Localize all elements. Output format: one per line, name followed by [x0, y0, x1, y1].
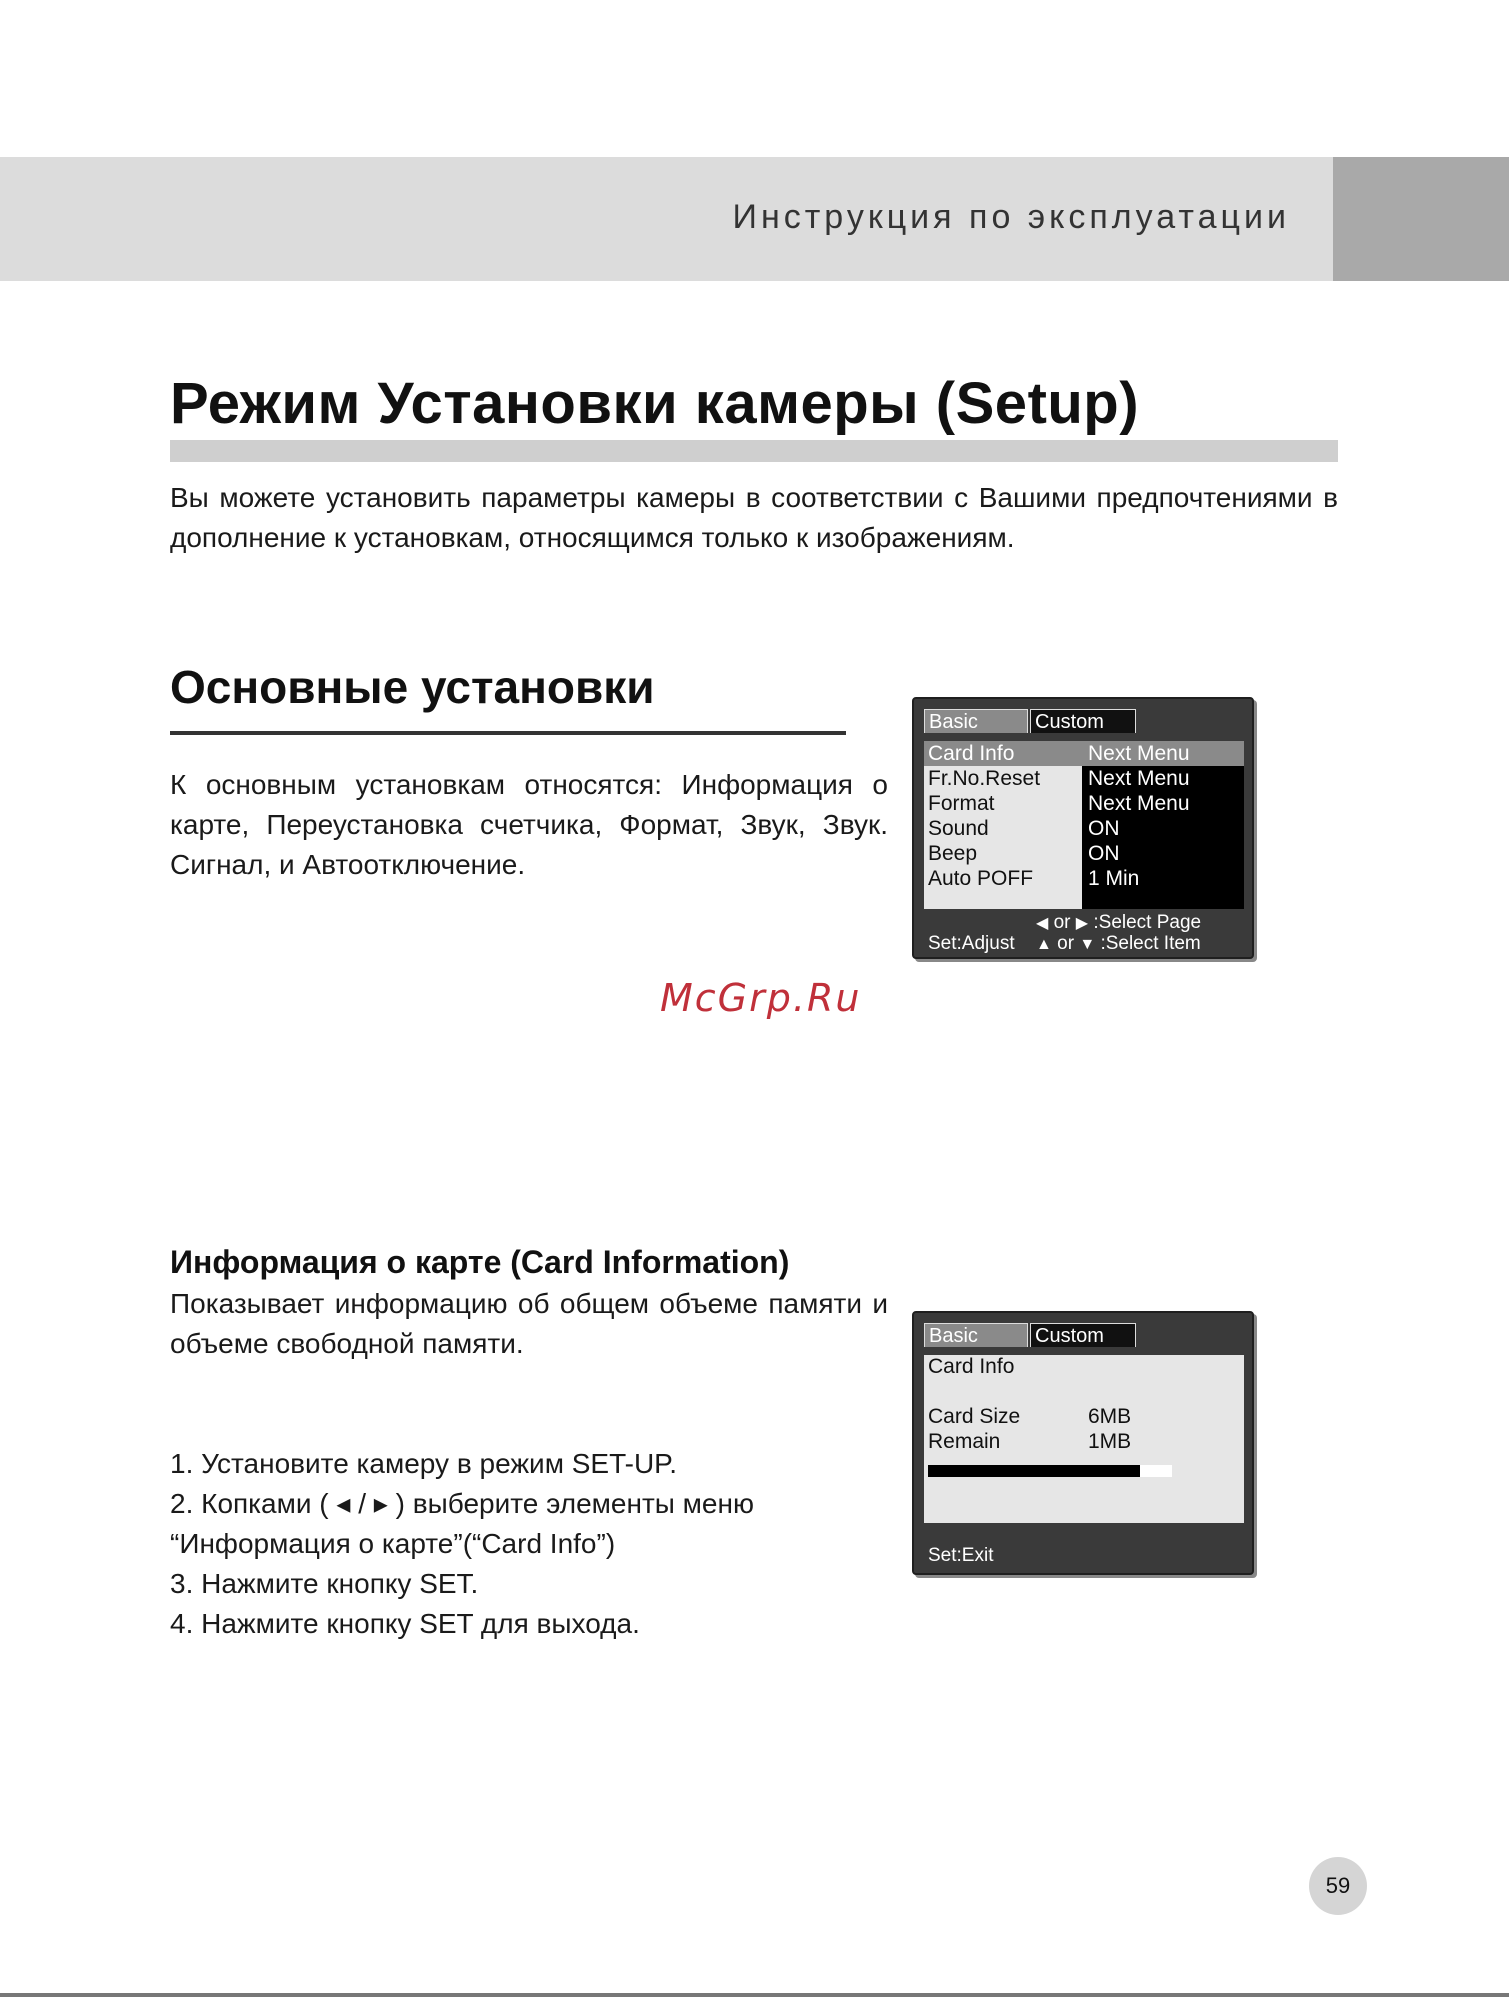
tab-custom[interactable]: Custom: [1030, 709, 1136, 733]
card-info-title: Card Info: [928, 1355, 1015, 1378]
step-1: 1. Установите камеру в режим SET-UP.: [170, 1448, 678, 1479]
or-label: or: [1057, 933, 1075, 954]
menu-row-value: Next Menu: [1088, 792, 1190, 815]
menu-row-label: Auto POFF: [928, 867, 1034, 890]
menu-row-fr-no-reset[interactable]: [924, 766, 1244, 791]
menu-row-value: ON: [1088, 817, 1120, 840]
menu-row-value: Next Menu: [1088, 767, 1190, 790]
card-info-paragraph: Показывает информацию об общем объеме памяти и объеме свободной памяти.: [170, 1288, 888, 1359]
menu-row-label: Sound: [928, 817, 989, 840]
menu-row-beep[interactable]: [924, 841, 1244, 866]
menu-row-format[interactable]: [924, 791, 1244, 816]
select-item-hint: [1036, 933, 1201, 955]
intro-paragraph: Вы можете установить параметры камеры в соответствии с Вашими предпочтениями в дополнение к установкам, относящимся только к изображениям.: [170, 482, 1338, 553]
card-info-panel: [924, 1355, 1244, 1523]
left-triangle-icon: ◀: [1036, 915, 1049, 932]
basic-settings-heading: Основные установки: [170, 661, 655, 713]
select-page-label: :Select Page: [1093, 912, 1202, 933]
step-2: 2. Копками ( ◂ / ▸ ) выберите элементы меню “Информация о карте”(“Card Info”): [170, 1488, 754, 1559]
up-triangle-icon: ▲: [1036, 936, 1052, 953]
right-triangle-icon: ▶: [1075, 915, 1089, 932]
card-info-heading: Информация о карте (Card Information): [170, 1244, 790, 1280]
watermark: McGrp.Ru: [660, 976, 862, 1020]
step-4: 4. Нажмите кнопку SET для выхода.: [170, 1608, 640, 1639]
section-divider: [170, 731, 846, 735]
bottom-rule: [0, 1993, 1509, 1997]
set-exit-label: Set:Exit: [928, 1545, 994, 1566]
menu-row-card-info[interactable]: [924, 741, 1244, 766]
remain-label: Remain: [928, 1430, 1001, 1453]
card-size-label: Card Size: [928, 1405, 1021, 1428]
tab-basic[interactable]: Basic: [924, 709, 1028, 733]
menu-row-label: Format: [928, 792, 995, 815]
card-size-value: 6MB: [1088, 1405, 1132, 1428]
memory-usage-fill: [928, 1465, 1140, 1477]
tab-basic[interactable]: Basic: [924, 1323, 1028, 1347]
title-underline-bar: [170, 440, 1338, 462]
header-tab: [1333, 157, 1509, 281]
down-triangle-icon: ▼: [1079, 936, 1096, 953]
basic-settings-paragraph: К основным установкам относятся: Информация о карте, Переустановка счетчика, Формат, Звук, Звук. Сигнал, и Автоотключение.: [170, 769, 888, 880]
or-label: or: [1053, 912, 1071, 933]
card-info-screen: [912, 1311, 1254, 1575]
memory-usage-bar: [928, 1465, 1172, 1477]
menu-row-value: 1 Min: [1088, 867, 1140, 890]
page-title: Режим Установки камеры (Setup): [170, 371, 1140, 436]
select-page-hint: [1036, 912, 1201, 934]
menu-row-value: Next Menu: [1088, 742, 1190, 765]
page-number: 59: [1309, 1857, 1367, 1915]
select-item-label: :Select Item: [1100, 933, 1201, 954]
menu-list: [924, 741, 1244, 909]
remain-value: 1MB: [1088, 1430, 1132, 1453]
step-3: 3. Нажмите кнопку SET.: [170, 1568, 479, 1599]
menu-row-label: Fr.No.Reset: [928, 767, 1041, 790]
header-title: Инструкция по эксплуатации: [732, 198, 1290, 236]
set-adjust-label: Set:Adjust: [928, 933, 1015, 954]
menu-row-sound[interactable]: [924, 816, 1244, 841]
menu-row-label: Beep: [928, 842, 978, 865]
tab-custom[interactable]: Custom: [1030, 1323, 1136, 1347]
setup-menu-screen: [912, 697, 1254, 959]
menu-row-label: Card Info: [928, 742, 1015, 765]
menu-row-value: ON: [1088, 842, 1120, 865]
steps-list: [170, 1444, 900, 1644]
menu-row-auto-poff[interactable]: [924, 866, 1244, 891]
